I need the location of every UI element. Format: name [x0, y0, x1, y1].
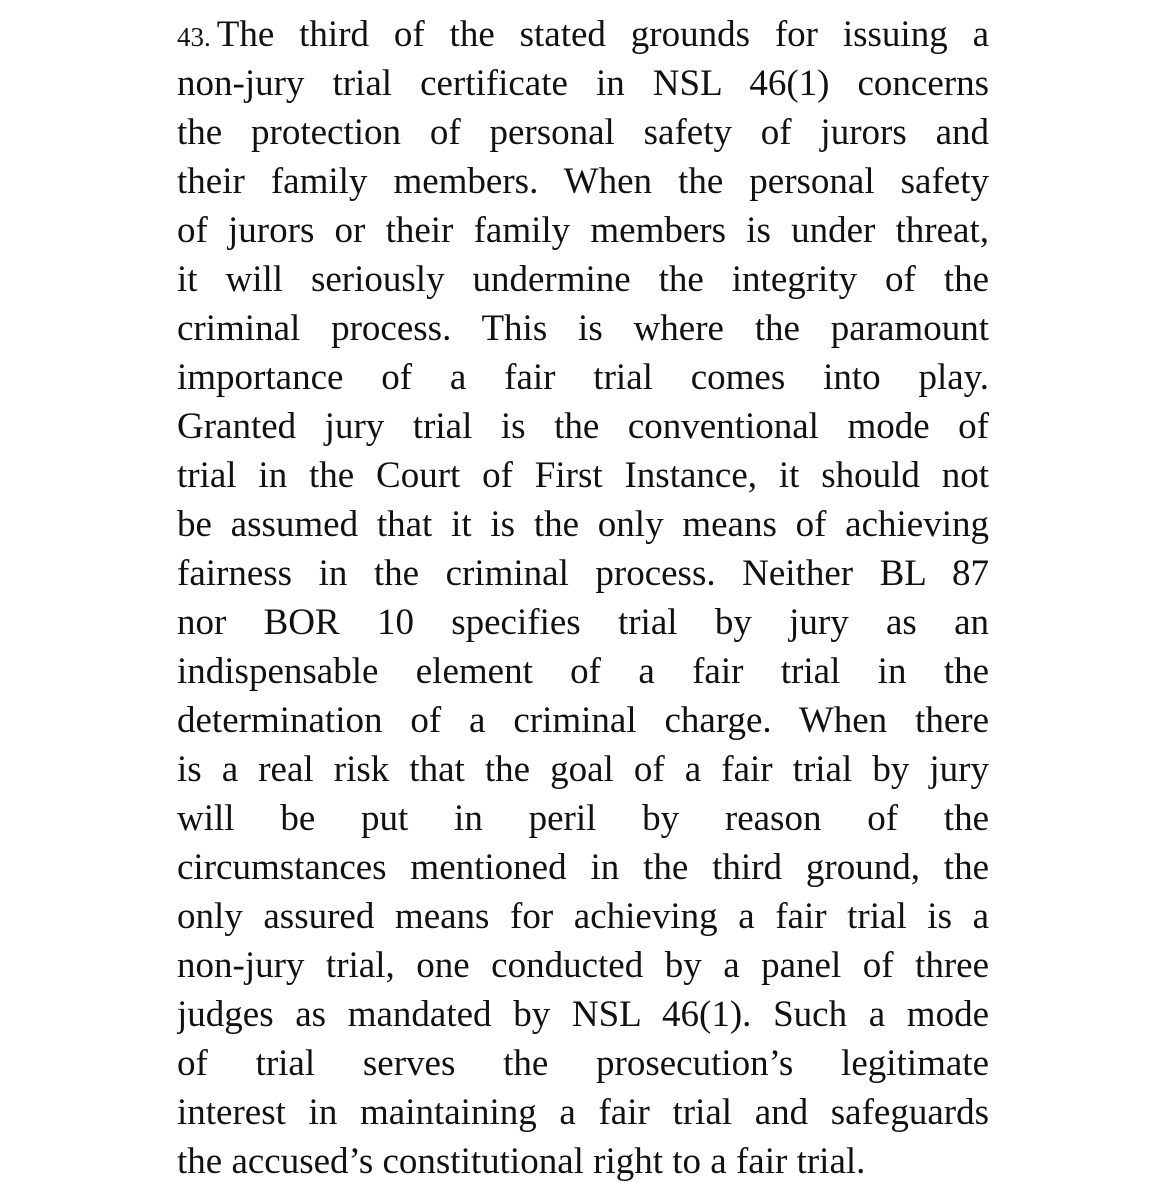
text-line: only assured means for achieving a fair trial is a	[177, 896, 989, 937]
text-line: fairness in the criminal process. Neither BL 87	[177, 553, 989, 594]
text-line: it will seriously undermine the integrity of the	[177, 259, 989, 300]
text-line: trial in the Court of First Instance, it should not	[177, 455, 989, 496]
text-line: is a real risk that the goal of a fair trial by jury	[177, 749, 989, 790]
text-line: be assumed that it is the only means of achieving	[177, 504, 989, 545]
text-line: importance of a fair trial comes into play.	[177, 357, 989, 398]
text-line: non-jury trial, one conducted by a panel of three	[177, 945, 989, 986]
text-line: the protection of personal safety of jurors and	[177, 112, 989, 153]
text-line: indispensable element of a fair trial in the	[177, 651, 989, 692]
text-line: determination of a criminal charge. When there	[177, 700, 989, 741]
text-line: non-jury trial certificate in NSL 46(1) concerns	[177, 63, 989, 104]
text-line: the accused’s constitutional right to a fair trial.	[177, 1141, 866, 1182]
text-line	[177, 10, 989, 59]
text-line: their family members. When the personal safety	[177, 161, 989, 202]
text-line: judges as mandated by NSL 46(1). Such a mode	[177, 994, 989, 1035]
text-line: nor BOR 10 specifies trial by jury as an	[177, 602, 989, 643]
text-line: criminal process. This is where the paramount	[177, 308, 989, 349]
text-line: circumstances mentioned in the third ground, the	[177, 847, 989, 888]
text-line: will be put in peril by reason of the	[177, 798, 989, 839]
line-text: The third of the stated grounds for issuing a	[216, 14, 989, 55]
text-line: interest in maintaining a fair trial and safeguards	[177, 1092, 989, 1133]
text-line: of jurors or their family members is under threat,	[177, 210, 989, 251]
text-line: Granted jury trial is the conventional mode of	[177, 406, 989, 447]
paragraph-number: 43.	[177, 22, 211, 52]
text-line: of trial serves the prosecution’s legitimate	[177, 1043, 989, 1084]
judgment-paragraph	[177, 10, 989, 1186]
